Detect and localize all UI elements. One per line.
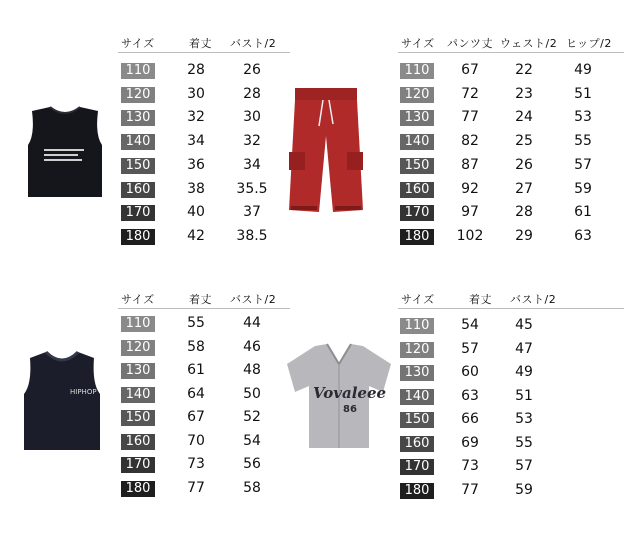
- header-divider: [398, 308, 624, 309]
- size-badge: 130: [400, 365, 434, 381]
- size-badge: 110: [400, 63, 434, 79]
- measurement-value: 57: [515, 458, 533, 474]
- size-badge: 160: [121, 434, 155, 450]
- header-bust: バスト/2: [510, 293, 557, 306]
- size-badge: 110: [121, 63, 155, 79]
- measurement-value: 37: [243, 204, 261, 220]
- size-badge: 180: [121, 229, 155, 245]
- measurement-value: 22: [515, 62, 533, 78]
- measurement-value: 34: [187, 133, 205, 149]
- measurement-value: 50: [243, 386, 261, 402]
- measurement-value: 55: [515, 435, 533, 451]
- header-size: サイズ: [121, 37, 155, 50]
- measurement-value: 53: [574, 109, 592, 125]
- measurement-value: 32: [243, 133, 261, 149]
- size-badge: 180: [400, 483, 434, 499]
- size-badge: 130: [121, 363, 155, 379]
- size-badge: 110: [400, 318, 434, 334]
- size-badge: 150: [121, 158, 155, 174]
- measurement-value: 67: [461, 62, 479, 78]
- size-badge: 110: [121, 316, 155, 332]
- header-pants-length: パンツ丈: [447, 37, 493, 50]
- size-badge: 170: [400, 459, 434, 475]
- measurement-value: 66: [461, 411, 479, 427]
- measurement-value: 27: [515, 181, 533, 197]
- header-length: 着丈: [469, 293, 492, 306]
- size-badge: 160: [121, 182, 155, 198]
- svg-text:Vovaleee: Vovaleee: [313, 384, 387, 402]
- measurement-value: 23: [515, 86, 533, 102]
- size-badge: 140: [121, 387, 155, 403]
- size-badge: 130: [400, 110, 434, 126]
- measurement-value: 36: [187, 157, 205, 173]
- size-badge: 180: [400, 229, 434, 245]
- measurement-value: 53: [515, 411, 533, 427]
- size-badge: 120: [121, 340, 155, 356]
- measurement-value: 73: [461, 458, 479, 474]
- measurement-value: 64: [187, 386, 205, 402]
- measurement-value: 70: [187, 433, 205, 449]
- measurement-value: 26: [515, 157, 533, 173]
- header-size: サイズ: [401, 293, 435, 306]
- header-size: サイズ: [121, 293, 155, 306]
- size-badge: 150: [121, 410, 155, 426]
- size-badge: 170: [121, 457, 155, 473]
- header-size: サイズ: [401, 37, 435, 50]
- size-badge: 180: [121, 481, 155, 497]
- measurement-value: 92: [461, 181, 479, 197]
- measurement-value: 58: [243, 480, 261, 496]
- silver-baseball-shirt-icon: [285, 342, 393, 452]
- measurement-value: 44: [243, 315, 261, 331]
- measurement-value: 67: [187, 409, 205, 425]
- measurement-value: 29: [515, 228, 533, 244]
- header-length: 着丈: [189, 37, 212, 50]
- size-badge: 150: [400, 412, 434, 428]
- size-badge: 120: [400, 87, 434, 103]
- measurement-value: 77: [461, 109, 479, 125]
- measurement-value: 28: [243, 86, 261, 102]
- measurement-value: 63: [461, 388, 479, 404]
- size-badge: 140: [400, 134, 434, 150]
- measurement-value: 30: [243, 109, 261, 125]
- header-bust: バスト/2: [230, 293, 277, 306]
- size-badge: 160: [400, 182, 434, 198]
- measurement-value: 72: [461, 86, 479, 102]
- measurement-value: 55: [574, 133, 592, 149]
- size-badge: 150: [400, 158, 434, 174]
- measurement-value: 63: [574, 228, 592, 244]
- svg-text:86: 86: [343, 404, 357, 415]
- size-badge: 170: [400, 205, 434, 221]
- measurement-value: 58: [187, 339, 205, 355]
- measurement-value: 28: [515, 204, 533, 220]
- measurement-value: 34: [243, 157, 261, 173]
- measurement-value: 52: [243, 409, 261, 425]
- measurement-value: 40: [187, 204, 205, 220]
- measurement-value: 30: [187, 86, 205, 102]
- measurement-value: 28: [187, 62, 205, 78]
- size-badge: 120: [121, 87, 155, 103]
- measurement-value: 61: [187, 362, 205, 378]
- measurement-value: 73: [187, 456, 205, 472]
- measurement-value: 54: [461, 317, 479, 333]
- size-badge: 130: [121, 110, 155, 126]
- measurement-value: 38.5: [236, 228, 268, 244]
- size-badge: 170: [121, 205, 155, 221]
- measurement-value: 60: [461, 364, 479, 380]
- measurement-value: 59: [515, 482, 533, 498]
- measurement-value: 97: [461, 204, 479, 220]
- measurement-value: 45: [515, 317, 533, 333]
- measurement-value: 57: [461, 341, 479, 357]
- svg-text:HIPHOP: HIPHOP: [70, 388, 97, 396]
- measurement-value: 35.5: [236, 181, 268, 197]
- measurement-value: 87: [461, 157, 479, 173]
- measurement-value: 49: [515, 364, 533, 380]
- header-bust: バスト/2: [230, 37, 277, 50]
- measurement-value: 77: [461, 482, 479, 498]
- measurement-value: 54: [243, 433, 261, 449]
- header-hip: ヒップ/2: [566, 37, 612, 50]
- measurement-value: 59: [574, 181, 592, 197]
- measurement-value: 42: [187, 228, 205, 244]
- header-length: 着丈: [189, 293, 212, 306]
- size-badge: 160: [400, 436, 434, 452]
- measurement-value: 32: [187, 109, 205, 125]
- measurement-value: 49: [574, 62, 592, 78]
- size-badge: 140: [400, 389, 434, 405]
- measurement-value: 46: [243, 339, 261, 355]
- measurement-value: 51: [515, 388, 533, 404]
- size-badge: 120: [400, 342, 434, 358]
- measurement-value: 57: [574, 157, 592, 173]
- measurement-value: 26: [243, 62, 261, 78]
- size-badge: 140: [121, 134, 155, 150]
- measurement-value: 55: [187, 315, 205, 331]
- measurement-value: 48: [243, 362, 261, 378]
- measurement-value: 56: [243, 456, 261, 472]
- measurement-value: 25: [515, 133, 533, 149]
- measurement-value: 61: [574, 204, 592, 220]
- measurement-value: 24: [515, 109, 533, 125]
- measurement-value: 69: [461, 435, 479, 451]
- header-waist: ウェスト/2: [500, 37, 558, 50]
- measurement-value: 82: [461, 133, 479, 149]
- measurement-value: 38: [187, 181, 205, 197]
- measurement-value: 47: [515, 341, 533, 357]
- measurement-value: 77: [187, 480, 205, 496]
- measurement-value: 102: [456, 228, 484, 244]
- measurement-value: 51: [574, 86, 592, 102]
